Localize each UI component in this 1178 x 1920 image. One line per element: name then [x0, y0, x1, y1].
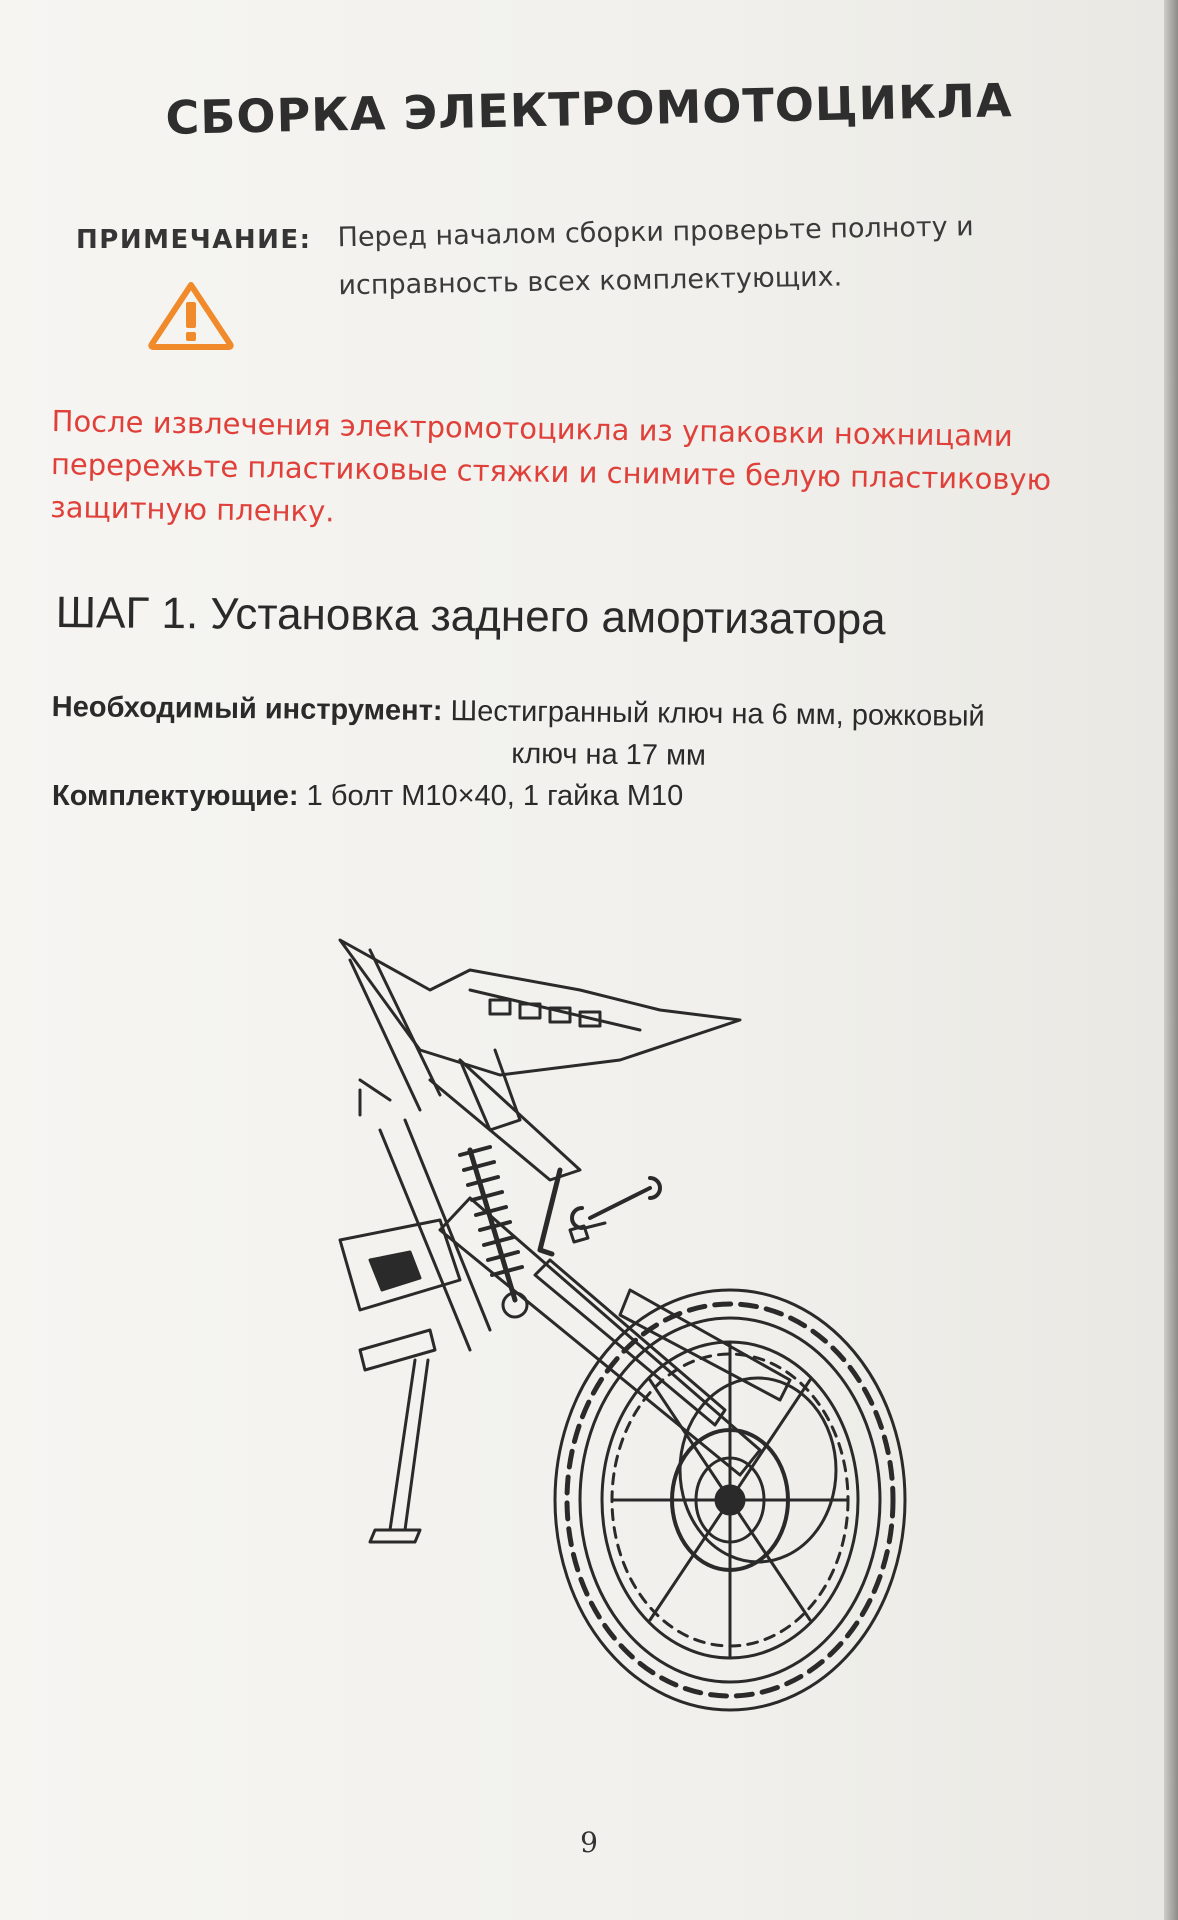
- rear-wheel: [555, 1290, 905, 1710]
- tools: [540, 1170, 660, 1254]
- parts-label: Комплектующие:: [52, 780, 299, 812]
- motorcycle-rear-illustration: [320, 930, 1020, 1730]
- note-text: Перед началом сборки проверьте полноту и исправность всех комплектующих.: [337, 211, 974, 302]
- seat-and-fender: [340, 940, 740, 1075]
- step-title: ШАГ 1. Установка заднего амортизатора: [55, 588, 886, 645]
- tools-line: [51, 686, 1122, 781]
- kickstand: [360, 1330, 435, 1542]
- page-number: 9: [580, 1826, 598, 1859]
- warning-paragraph: После извлечения электромотоцикла из упаковки ножницами перережьте пластиковые стяжки и снимите белую пластиковую защитную пленку.: [50, 403, 1052, 529]
- parts-value: 1 болт M10×40, 1 гайка M10: [306, 780, 684, 812]
- parts-line: [52, 780, 1122, 813]
- page-edge-shadow: [1164, 0, 1178, 1920]
- tools-value-continued: ключ на 17 мм: [511, 737, 707, 772]
- tools-value: Шестигранный ключ на 6 мм, рожковый: [450, 695, 985, 733]
- note-label: ПРИМЕЧАНИЕ:: [76, 225, 312, 255]
- warning-triangle-icon: [146, 280, 236, 350]
- page-title: СБОРКА ЭЛЕКТРОМОТОЦИКЛА: [165, 73, 1013, 145]
- tools-label: Необходимый инструмент:: [51, 690, 443, 728]
